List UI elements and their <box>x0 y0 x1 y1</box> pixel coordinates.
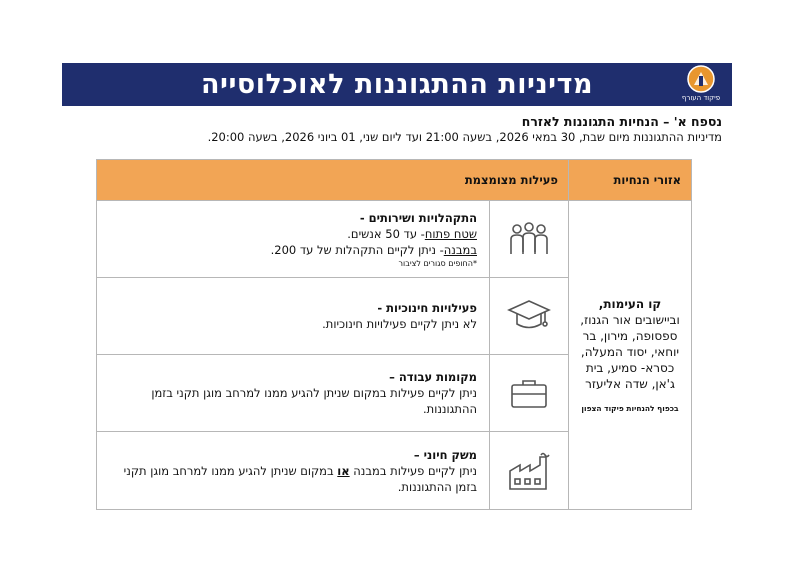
essential-economy-line <box>103 463 477 495</box>
icon-cell <box>490 432 569 510</box>
essential-or: או <box>337 463 350 478</box>
icon-cell <box>490 278 569 355</box>
title-banner <box>62 63 732 106</box>
row-title: משק חיוני – <box>413 447 477 462</box>
people-group-icon <box>490 222 568 256</box>
row-title: מקומות עבודה – <box>389 370 477 384</box>
zone-note: בכפוף להנחיות פיקוד הצפון <box>581 404 679 413</box>
home-front-command-logo <box>674 65 728 104</box>
icon-cell <box>490 201 569 278</box>
guidelines-table <box>96 159 692 510</box>
open-area-line <box>103 226 477 242</box>
table-row <box>97 201 692 278</box>
building-rest: - ניתן לקיים התקהלות של עד 200. <box>270 242 444 257</box>
policy-period: מדיניות ההתגוננות מיום שבת, 30 במאי 2026, בשעה 21:00 ועד ליום שני, 01 ביוני 2026, בשעה 20:00. <box>207 130 722 144</box>
building-line <box>103 242 477 258</box>
education-line: לא ניתן לקיים פעילויות חינוכיות. <box>322 317 477 331</box>
essential-part-b: במקום שניתן להגיע ממנו למרחב מוגן תקני בזמן ההתגוננות. <box>123 463 477 494</box>
logo-caption: פיקוד העורף <box>681 94 721 102</box>
briefcase-icon <box>490 376 568 410</box>
education-description <box>97 278 490 355</box>
workplaces-line: ניתן לקיים פעילות במקום שניתן להגיע ממנו למרחב מוגן תקני בזמן ההתגוננות. <box>151 386 477 416</box>
beaches-note: *החופים סגורים לציבור <box>398 258 477 268</box>
page-title: מדיניות ההתגוננות לאוכלוסייה <box>200 69 594 100</box>
graduation-cap-icon <box>490 298 568 334</box>
table-header-row <box>97 160 692 201</box>
essential-part-a: ניתן לקיים פעילות במבנה <box>353 463 477 478</box>
open-area-rest: - עד 50 אנשים. <box>347 226 425 241</box>
icon-cell <box>490 355 569 432</box>
gatherings-description <box>97 201 490 278</box>
zone-details: וביישובים אור הגנוז, ספסופה, מירון, בר יוחאי, יסוד המעלה, כסרא- סמיע, בית ג'אן, שדה אליעזר <box>580 313 680 391</box>
essential-economy-description <box>97 432 490 510</box>
open-area-key: שטח פתוח <box>424 226 477 241</box>
row-title: פעילויות חינוכיות - <box>377 301 477 315</box>
emblem-icon <box>685 65 717 93</box>
row-title: התקהלויות ושירותים - <box>359 210 477 225</box>
appendix-subtitle: נספח א' – הנחיות התגוננות לאזרח <box>521 114 722 129</box>
zone-cell <box>569 201 692 510</box>
building-key: במבנה <box>443 242 477 257</box>
activity-header: פעילות מצומצמת <box>97 160 569 201</box>
workplaces-description <box>97 355 490 432</box>
zone-name: קו העימות, <box>598 297 662 311</box>
zone-header: אזורי הנחיות <box>569 160 692 201</box>
factory-icon <box>490 451 568 491</box>
